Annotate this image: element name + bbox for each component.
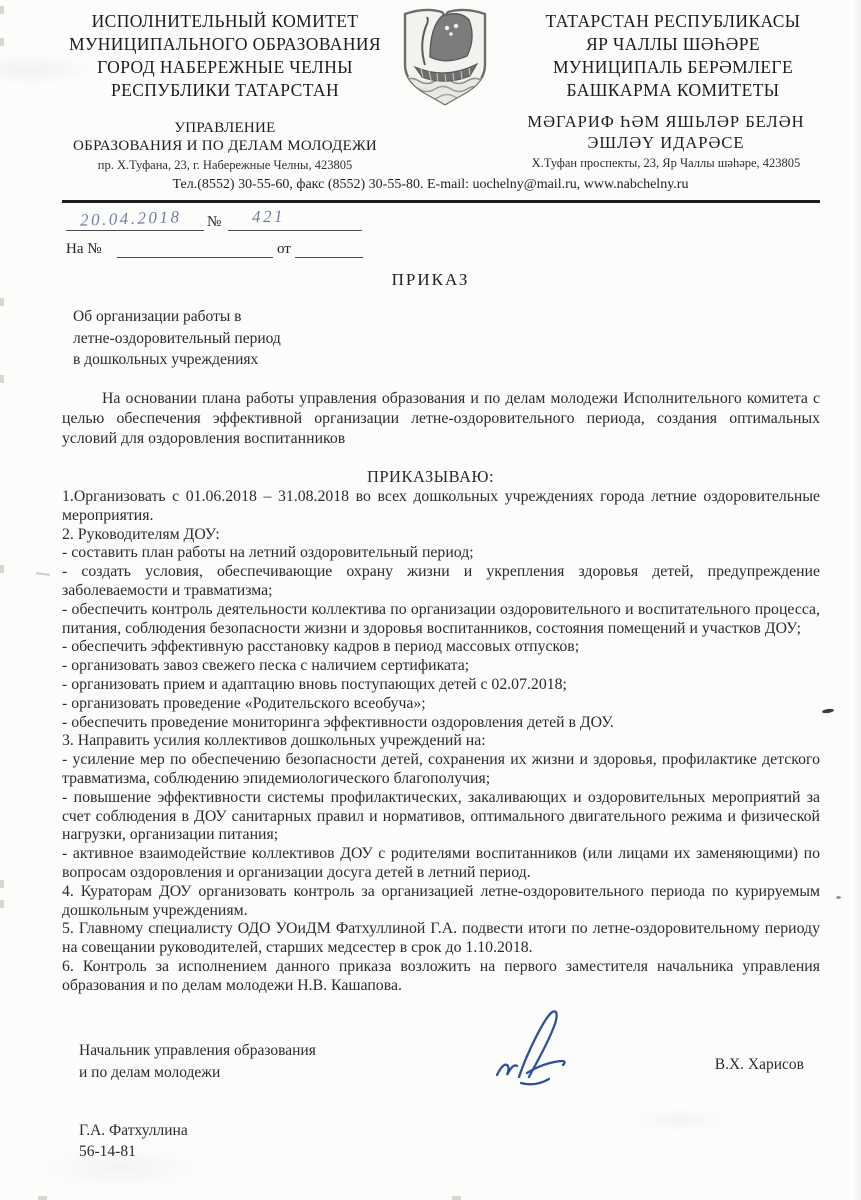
number-underline xyxy=(228,230,362,231)
order-item-paragraph: - создать условия, обеспечивающие охрану жизни и укрепления здоровья детей, предупреждение заболеваемости и травматизма; xyxy=(62,563,820,599)
signatory-position xyxy=(79,1040,316,1084)
order-item-paragraph: - обеспечить контроль деятельности коллектива по организации оздоровительного и воспитательного процесса, питания, соблюдения безопасности жизни и здоровья воспитанников, состояния помещений и участков ДОУ; xyxy=(62,600,820,637)
org-name-russian xyxy=(52,10,398,102)
handwritten-number: 421 xyxy=(251,206,286,227)
subject-line: Об организации работы в xyxy=(73,308,242,325)
date-underline xyxy=(66,230,204,231)
scan-edge-tick xyxy=(0,6,4,14)
scan-edge-tick xyxy=(38,1196,47,1200)
department-address-russian: пр. Х.Туфана, 23, г. Набережные Челны, 423805 xyxy=(97,158,353,172)
scan-stray-mark xyxy=(36,572,50,576)
order-subject xyxy=(73,306,373,371)
order-item-paragraph: - организовать прием и адаптацию вновь поступающих детей с 02.07.2018; xyxy=(62,675,567,693)
contact-line: Тел.(8552) 30-55-60, факс (8552) 30-55-80. E-mail: uochelny@mail.ru, www.nabchelny.ru xyxy=(172,177,689,192)
document-title: ПРИКАЗ xyxy=(391,270,470,289)
handwritten-date: 20.04.2018 xyxy=(79,207,182,230)
order-item-paragraph: - активное взаимодействие коллективов ДОУ с родителями воспитанников (или лицами их заменяющими) по вопросам оздоровления и организации досуга детей в летний период. xyxy=(62,845,820,881)
signatory-position-line: и по делам молодежи xyxy=(79,1064,221,1081)
subject-line: летне-оздоровительный период xyxy=(73,329,281,347)
org-name-line: ТАТАРСТАН РЕСПУБЛИКАСЫ xyxy=(545,11,801,31)
org-name-line: ИСПОЛНИТЕЛЬНЫЙ КОМИТЕТ xyxy=(91,11,359,31)
scan-edge-tick xyxy=(0,880,4,888)
scan-edge-tick xyxy=(0,38,4,46)
scan-edge-tick xyxy=(0,565,4,573)
signatory-name: В.Х. Харисов xyxy=(714,1056,804,1073)
order-items xyxy=(62,488,820,996)
scan-edge-tick xyxy=(0,298,4,306)
order-item-paragraph: 2. Руководителям ДОУ: xyxy=(62,525,220,543)
department-line: МӘГАРИФ ҺӘМ ЯШЬЛӘР БЕЛӘН xyxy=(527,112,805,131)
order-item-paragraph: - обеспечить эффективную расстановку кадров в период массовых отпусков; xyxy=(62,638,580,656)
order-item-paragraph: 1.Организовать с 01.06.2018 – 31.08.2018 во всех дошкольных учреждениях города летние оздоровительные мероприятия. xyxy=(62,488,820,524)
order-item-paragraph: 3. Направить усилия коллективов дошкольных учреждений на: xyxy=(62,732,486,750)
subject-line: в дошкольных учреждениях xyxy=(73,351,259,368)
order-item-paragraph: - усиление мер по обеспечению безопасности детей, сохранения их жизни и здоровья, профилактике детского травматизма, соблюдению эпидемиологического благополучия; xyxy=(62,751,820,787)
order-item-paragraph: - обеспечить проведение мониторинга эффективности оздоровления детей в ДОУ. xyxy=(62,713,614,731)
org-name-line: МУНИЦИПАЛЬ БЕРӘМЛЕГЕ xyxy=(552,57,794,77)
order-item-paragraph: - повышение эффективности системы профилактических, закаливающих и оздоровительных мероприятий за счет соблюдения в ДОУ санитарных правил и нормативов, оптимального двигательного режима и физической нагрузки, организации питания; xyxy=(62,788,820,844)
executor-phone: 56-14-81 xyxy=(79,1143,136,1160)
department-address-tatar: Х.Туфан проспекты, 23, Яр Чаллы шәһәре, 423805 xyxy=(531,156,801,170)
department-name-russian xyxy=(52,119,398,173)
order-item-paragraph: - организовать проведение «Родительского всеобуча»; xyxy=(62,694,426,712)
scan-speck xyxy=(822,708,834,714)
org-name-line: МУНИЦИПАЛЬНОГО ОБРАЗОВАНИЯ xyxy=(68,34,381,54)
department-line: УПРАВЛЕНИЕ xyxy=(174,120,276,136)
department-line: ЭШЛӘҮ ИДАРӘСЕ xyxy=(587,133,745,152)
org-name-line: ГОРОД НАБЕРЕЖНЫЕ ЧЕЛНЫ xyxy=(97,57,353,77)
scan-speck xyxy=(836,896,841,899)
order-preamble: На основании плана работы управления образования и по делам молодежи Исполнительного комитета с целью обеспечения эффективной организации летне-оздоровительного периода, создания оптимальных условий для оздоровления воспитанников xyxy=(62,390,820,447)
signature-scribble xyxy=(477,1003,581,1107)
order-item-paragraph: 6. Контроль за исполнением данного приказа возложить на первого заместителя начальника управления образования и по делам молодежи Н.В. Кашапова. xyxy=(62,957,820,994)
reply-date-label: от xyxy=(277,241,291,257)
number-label: № xyxy=(207,214,222,230)
order-item-paragraph: - организовать завоз свежего песка с наличием сертификата; xyxy=(62,657,470,675)
org-name-tatar xyxy=(494,10,852,102)
order-item-paragraph: 5. Главному специалисту ОДО УОиДМ Фатхуллиной Г.А. подвести итоги по летне-оздоровительному периоду на совещании руководителей, старших медсестер в срок до 1.10.2018. xyxy=(62,920,820,957)
scan-edge-tick xyxy=(452,1196,461,1200)
executor-name: Г.А. Фатхуллина xyxy=(79,1122,188,1139)
org-name-line: РЕСПУБЛИКИ ТАТАРСТАН xyxy=(110,80,339,100)
department-name-tatar xyxy=(480,111,852,171)
reply-number-label: На № xyxy=(66,241,102,257)
reply-number-underline xyxy=(117,257,273,258)
org-name-line: БАШКАРМА КОМИТЕТЫ xyxy=(566,80,780,100)
scan-edge-tick xyxy=(0,375,4,383)
coat-of-arms-icon xyxy=(399,3,491,111)
command-heading: ПРИКАЗЫВАЮ: xyxy=(366,467,495,486)
order-item-paragraph: 4. Кураторам ДОУ организовать контроль за организацией летне-оздоровительного периода по курируемым дошкольным учреждениям. xyxy=(62,882,820,919)
department-line: ОБРАЗОВАНИЯ И ПО ДЕЛАМ МОЛОДЕЖИ xyxy=(73,138,377,154)
letterhead-divider-rule xyxy=(62,200,820,203)
order-item-paragraph: - составить план работы на летний оздоровительный период; xyxy=(62,544,474,562)
signatory-position-line: Начальник управления образования xyxy=(79,1042,316,1059)
executor-block xyxy=(79,1120,188,1162)
reply-date-underline xyxy=(295,257,363,258)
org-name-line: ЯР ЧАЛЛЫ ШӘҺӘРЕ xyxy=(586,34,760,54)
scan-edge-tick xyxy=(0,900,4,908)
